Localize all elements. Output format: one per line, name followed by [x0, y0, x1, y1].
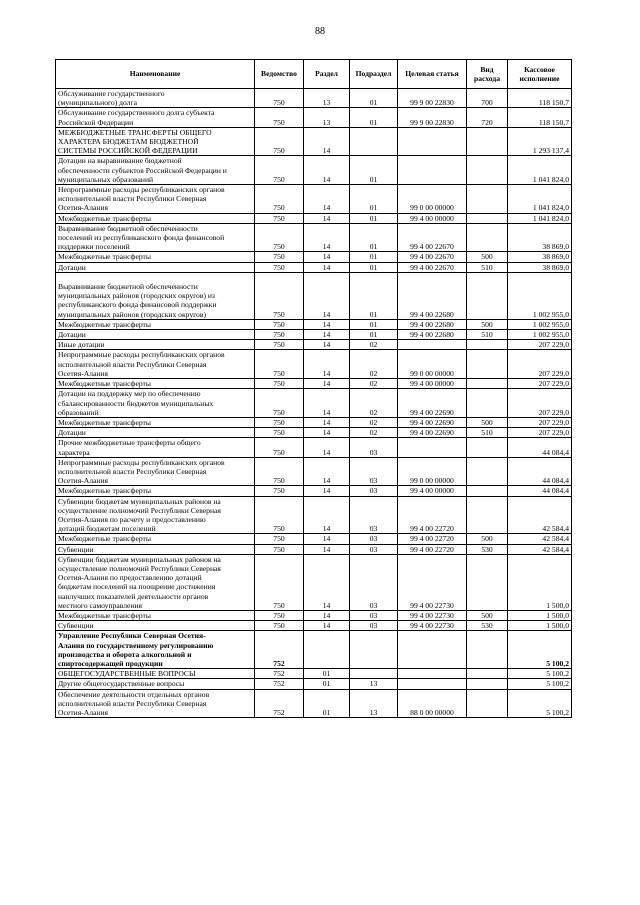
cell-kassa: 42 584,4: [508, 496, 572, 534]
cell-vid: [467, 213, 508, 223]
cell-target: [398, 669, 467, 679]
cell-target: [398, 631, 467, 669]
cell-name: ОБЩЕГОСУДАРСТВЕННЫЕ ВОПРОСЫ: [56, 669, 255, 679]
cell-target: [398, 679, 467, 689]
cell-kassa: 5 100,2: [508, 669, 572, 679]
table-row: [56, 127, 572, 156]
cell-kassa: 5 100,2: [508, 679, 572, 689]
cell-name: Субвенции: [56, 544, 255, 554]
cell-razdel: 14: [304, 457, 350, 486]
cell-target: 99 0 00 00000: [398, 457, 467, 486]
cell-target: [398, 340, 467, 350]
cell-target: 99 4 00 22730: [398, 621, 467, 631]
cell-vid: [467, 156, 508, 185]
cell-target: 99 4 00 00000: [398, 379, 467, 389]
cell-name: Обеспечение деятельности отдельных органов исполнительной власти Республики Северная Осетия-Алания: [56, 689, 255, 718]
cell-vid: 510: [467, 262, 508, 272]
cell-razdel: 14: [304, 486, 350, 496]
cell-name: Управление Республики Северная Осетия- Алания по государственному регулированию производства и оборота алкогольной и спиртосодержащей продукции: [56, 631, 255, 669]
cell-name: Непрограммные расходы республиканских органов исполнительной власти Республики Северная Осетия-Алания: [56, 185, 255, 214]
cell-podrazdel: 01: [350, 262, 398, 272]
cell-vid: [467, 554, 508, 610]
cell-ved: 750: [255, 486, 304, 496]
cell-razdel: 14: [304, 223, 350, 252]
cell-podrazdel: 02: [350, 428, 398, 438]
cell-ved: 750: [255, 330, 304, 340]
cell-ved: 750: [255, 610, 304, 620]
cell-vid: 510: [467, 330, 508, 340]
cell-ved: 750: [255, 379, 304, 389]
cell-ved: 750: [255, 262, 304, 272]
cell-vid: 500: [467, 610, 508, 620]
cell-vid: [467, 669, 508, 679]
cell-razdel: 14: [304, 496, 350, 534]
cell-razdel: 14: [304, 213, 350, 223]
cell-name: Дотации: [56, 262, 255, 272]
cell-kassa: 5 100,2: [508, 631, 572, 669]
header-ved: Ведомство: [255, 60, 304, 89]
cell-name: Межбюджетные трансферты: [56, 534, 255, 544]
cell-razdel: 13: [304, 89, 350, 108]
cell-name: Субвенции: [56, 621, 255, 631]
cell-target: 99 4 00 22680: [398, 272, 467, 319]
cell-ved: 750: [255, 389, 304, 418]
table-row: [56, 438, 572, 457]
cell-razdel: 14: [304, 156, 350, 185]
cell-kassa: 38 869,0: [508, 223, 572, 252]
cell-target: 99 4 00 22730: [398, 554, 467, 610]
cell-name: Обслуживание государственного (муниципального) долга: [56, 89, 255, 108]
cell-vid: [467, 631, 508, 669]
cell-ved: 750: [255, 417, 304, 427]
cell-razdel: 14: [304, 340, 350, 350]
cell-ved: 750: [255, 438, 304, 457]
cell-podrazdel: 01: [350, 252, 398, 262]
table-row: [56, 330, 572, 340]
cell-kassa: 207 229,0: [508, 417, 572, 427]
cell-name: Межбюджетные трансферты: [56, 213, 255, 223]
table-row: [56, 389, 572, 418]
table-row: [56, 223, 572, 252]
cell-target: 99 4 00 22680: [398, 319, 467, 329]
table-row: [56, 428, 572, 438]
table-header-row: [56, 60, 572, 89]
table-row: [56, 457, 572, 486]
cell-kassa: 207 229,0: [508, 340, 572, 350]
cell-podrazdel: 03: [350, 438, 398, 457]
cell-kassa: 1 500,0: [508, 554, 572, 610]
cell-kassa: 44 084,4: [508, 438, 572, 457]
cell-vid: 500: [467, 319, 508, 329]
cell-name: Иные дотации: [56, 340, 255, 350]
table-row: [56, 621, 572, 631]
cell-podrazdel: 01: [350, 185, 398, 214]
cell-ved: 750: [255, 496, 304, 534]
cell-name: Субвенции бюджетам муниципальных районов на осуществление полномочий Республики Северная Осетия-Алания по предоставлению дотаций бюджетам поселений на поощрение достижения наилучших показателей деятельности органов местного самоуправления: [56, 554, 255, 610]
cell-kassa: 1 002 955,0: [508, 330, 572, 340]
cell-name: Межбюджетные трансферты: [56, 486, 255, 496]
cell-target: 99 4 00 22670: [398, 223, 467, 252]
cell-podrazdel: 13: [350, 679, 398, 689]
cell-razdel: 14: [304, 262, 350, 272]
cell-ved: 750: [255, 108, 304, 127]
cell-vid: [467, 379, 508, 389]
table-row: [56, 319, 572, 329]
cell-podrazdel: 01: [350, 108, 398, 127]
table-row: [56, 340, 572, 350]
table-row: [56, 108, 572, 127]
cell-ved: 750: [255, 127, 304, 156]
cell-ved: 750: [255, 340, 304, 350]
cell-podrazdel: 02: [350, 350, 398, 379]
cell-podrazdel: 13: [350, 689, 398, 718]
cell-ved: 750: [255, 272, 304, 319]
table-row: [56, 544, 572, 554]
cell-vid: [467, 272, 508, 319]
cell-razdel: 14: [304, 428, 350, 438]
cell-vid: [467, 457, 508, 486]
cell-vid: [467, 185, 508, 214]
cell-target: [398, 127, 467, 156]
cell-podrazdel: 03: [350, 457, 398, 486]
cell-podrazdel: [350, 127, 398, 156]
cell-kassa: 207 229,0: [508, 428, 572, 438]
cell-name: Дотации на поддержку мер по обеспечению сбалансированности бюджетов муниципальных образований: [56, 389, 255, 418]
cell-name: Прочие межбюджетные трансферты общего характера: [56, 438, 255, 457]
cell-target: [398, 438, 467, 457]
cell-kassa: 44 084,4: [508, 486, 572, 496]
cell-kassa: 207 229,0: [508, 350, 572, 379]
budget-execution-table: [55, 59, 572, 718]
table-row: [56, 272, 572, 319]
cell-vid: [467, 496, 508, 534]
cell-podrazdel: 03: [350, 621, 398, 631]
cell-podrazdel: 01: [350, 272, 398, 319]
cell-razdel: 01: [304, 689, 350, 718]
header-vid: Вид расхода: [467, 60, 508, 89]
cell-kassa: 1 500,0: [508, 621, 572, 631]
cell-podrazdel: 03: [350, 496, 398, 534]
cell-target: 99 0 00 00000: [398, 185, 467, 214]
cell-razdel: 14: [304, 319, 350, 329]
cell-kassa: 38 869,0: [508, 262, 572, 272]
cell-name: Межбюджетные трансферты: [56, 379, 255, 389]
cell-vid: 530: [467, 621, 508, 631]
table-row: [56, 252, 572, 262]
table-row: [56, 185, 572, 214]
cell-ved: 750: [255, 319, 304, 329]
cell-vid: 720: [467, 108, 508, 127]
cell-ved: 750: [255, 185, 304, 214]
cell-name: Дотации: [56, 428, 255, 438]
cell-name: Выравнивание бюджетной обеспеченности поселений из республиканского фонда финансовой поддержки поселений: [56, 223, 255, 252]
cell-podrazdel: 01: [350, 330, 398, 340]
cell-podrazdel: 01: [350, 89, 398, 108]
cell-kassa: 42 584,4: [508, 534, 572, 544]
cell-target: 99 4 00 22670: [398, 252, 467, 262]
cell-podrazdel: 03: [350, 486, 398, 496]
cell-kassa: 1 041 824,0: [508, 213, 572, 223]
cell-vid: 700: [467, 89, 508, 108]
table-row: [56, 496, 572, 534]
cell-razdel: 14: [304, 272, 350, 319]
cell-target: 88 0 00 00000: [398, 689, 467, 718]
cell-ved: 750: [255, 252, 304, 262]
cell-podrazdel: 02: [350, 389, 398, 418]
cell-name: Другие общегосударственные вопросы: [56, 679, 255, 689]
table-row: [56, 486, 572, 496]
cell-razdel: 14: [304, 252, 350, 262]
cell-name: Выравнивание бюджетной обеспеченности муниципальных районов (городских округов) из республиканского фонда финансовой поддержки муниципальных районов (городских округов): [56, 272, 255, 319]
cell-ved: 750: [255, 554, 304, 610]
cell-name: Дотации: [56, 330, 255, 340]
cell-podrazdel: 01: [350, 223, 398, 252]
cell-vid: [467, 350, 508, 379]
cell-vid: [467, 438, 508, 457]
cell-podrazdel: 01: [350, 213, 398, 223]
cell-podrazdel: 03: [350, 534, 398, 544]
cell-target: [398, 156, 467, 185]
table-row: [56, 534, 572, 544]
cell-vid: [467, 223, 508, 252]
cell-vid: 510: [467, 428, 508, 438]
cell-ved: 750: [255, 457, 304, 486]
cell-podrazdel: 02: [350, 379, 398, 389]
cell-kassa: 207 229,0: [508, 379, 572, 389]
cell-target: 99 4 00 00000: [398, 213, 467, 223]
cell-kassa: 42 584,4: [508, 544, 572, 554]
cell-kassa: 44 084,4: [508, 457, 572, 486]
cell-vid: 530: [467, 544, 508, 554]
table-row: [56, 689, 572, 718]
cell-razdel: 14: [304, 544, 350, 554]
header-podrazdel: Подраздел: [350, 60, 398, 89]
cell-ved: 752: [255, 669, 304, 679]
table-row: [56, 262, 572, 272]
cell-vid: [467, 486, 508, 496]
cell-name: МЕЖБЮДЖЕТНЫЕ ТРАНСФЕРТЫ ОБЩЕГО ХАРАКТЕРА БЮДЖЕТАМ БЮДЖЕТНОЙ СИСТЕМЫ РОССИЙСКОЙ ФЕДЕРАЦИИ: [56, 127, 255, 156]
cell-podrazdel: 01: [350, 319, 398, 329]
cell-target: 99 4 00 22680: [398, 330, 467, 340]
cell-ved: 750: [255, 544, 304, 554]
cell-vid: [467, 127, 508, 156]
cell-ved: 750: [255, 156, 304, 185]
table-row: [56, 554, 572, 610]
cell-kassa: 1 500,0: [508, 610, 572, 620]
cell-target: 99 4 00 00000: [398, 486, 467, 496]
cell-target: 99 4 00 22690: [398, 389, 467, 418]
cell-razdel: 01: [304, 679, 350, 689]
cell-razdel: 01: [304, 669, 350, 679]
table-row: [56, 631, 572, 669]
cell-vid: 500: [467, 252, 508, 262]
cell-kassa: 1 002 955,0: [508, 272, 572, 319]
table-row: [56, 379, 572, 389]
cell-name: Непрограммные расходы республиканских органов исполнительной власти Республики Северная Осетия-Алания: [56, 457, 255, 486]
table-row: [56, 156, 572, 185]
cell-ved: 750: [255, 350, 304, 379]
cell-name: Межбюджетные трансферты: [56, 417, 255, 427]
cell-razdel: 14: [304, 534, 350, 544]
cell-razdel: 14: [304, 610, 350, 620]
cell-ved: 752: [255, 631, 304, 669]
cell-kassa: 1 002 955,0: [508, 319, 572, 329]
cell-kassa: 5 100,2: [508, 689, 572, 718]
cell-kassa: 38 869,0: [508, 252, 572, 262]
table-row: [56, 610, 572, 620]
cell-kassa: 1 041 824,0: [508, 185, 572, 214]
cell-ved: 750: [255, 621, 304, 631]
cell-kassa: 1 041 824,0: [508, 156, 572, 185]
cell-name: Межбюджетные трансферты: [56, 610, 255, 620]
cell-podrazdel: 02: [350, 417, 398, 427]
table-row: [56, 350, 572, 379]
cell-ved: 750: [255, 223, 304, 252]
cell-ved: 750: [255, 428, 304, 438]
page-number: 88: [315, 26, 325, 37]
cell-vid: [467, 679, 508, 689]
cell-podrazdel: 03: [350, 554, 398, 610]
cell-ved: 752: [255, 689, 304, 718]
cell-podrazdel: 03: [350, 610, 398, 620]
cell-target: 99 4 00 22720: [398, 544, 467, 554]
cell-name: Обслуживание государственного долга субъекта Российской Федерации: [56, 108, 255, 127]
cell-name: Дотации на выравнивание бюджетной обеспеченности субъектов Российской Федерации и муниципальных образований: [56, 156, 255, 185]
cell-kassa: 1 293 137,4: [508, 127, 572, 156]
cell-ved: 750: [255, 534, 304, 544]
cell-target: 99 4 00 22690: [398, 417, 467, 427]
cell-vid: [467, 689, 508, 718]
cell-razdel: 14: [304, 379, 350, 389]
cell-target: 99 4 00 22670: [398, 262, 467, 272]
cell-razdel: 14: [304, 330, 350, 340]
cell-razdel: 14: [304, 417, 350, 427]
cell-kassa: 118 150,7: [508, 108, 572, 127]
cell-razdel: 14: [304, 127, 350, 156]
cell-target: 99 0 00 00000: [398, 350, 467, 379]
cell-podrazdel: 02: [350, 340, 398, 350]
cell-name: Межбюджетные трансферты: [56, 252, 255, 262]
table-row: [56, 679, 572, 689]
cell-podrazdel: [350, 631, 398, 669]
cell-razdel: 14: [304, 554, 350, 610]
cell-ved: 750: [255, 89, 304, 108]
cell-razdel: 14: [304, 389, 350, 418]
cell-vid: [467, 389, 508, 418]
cell-target: 99 4 00 22690: [398, 428, 467, 438]
cell-kassa: 118 150,7: [508, 89, 572, 108]
cell-kassa: 207 229,0: [508, 389, 572, 418]
cell-name: Межбюджетные трансферты: [56, 319, 255, 329]
cell-vid: 500: [467, 534, 508, 544]
cell-target: 99 4 00 22720: [398, 496, 467, 534]
cell-podrazdel: 03: [350, 544, 398, 554]
cell-target: 99 9 00 22830: [398, 89, 467, 108]
header-target: Целевая статья: [398, 60, 467, 89]
table-row: [56, 89, 572, 108]
cell-name: Непрограммные расходы республиканских органов исполнительной власти Республики Северная Осетия-Алания: [56, 350, 255, 379]
cell-podrazdel: [350, 669, 398, 679]
header-kassa: Кассовое исполнение: [508, 60, 572, 89]
cell-razdel: 14: [304, 185, 350, 214]
table-row: [56, 417, 572, 427]
cell-ved: 752: [255, 679, 304, 689]
cell-ved: 750: [255, 213, 304, 223]
cell-razdel: 14: [304, 621, 350, 631]
cell-target: 99 9 00 22830: [398, 108, 467, 127]
table-row: [56, 213, 572, 223]
header-razdel: Раздел: [304, 60, 350, 89]
cell-razdel: [304, 631, 350, 669]
cell-razdel: 14: [304, 438, 350, 457]
cell-razdel: 14: [304, 350, 350, 379]
cell-target: 99 4 00 22730: [398, 610, 467, 620]
cell-razdel: 13: [304, 108, 350, 127]
cell-vid: 500: [467, 417, 508, 427]
header-name: Наименование: [56, 60, 255, 89]
cell-name: Субвенции бюджетам муниципальных районов на осуществление полномочий Республики Северная Осетия-Алания по расчету и предоставлению дотаций бюджетам поселений: [56, 496, 255, 534]
cell-target: 99 4 00 22720: [398, 534, 467, 544]
cell-podrazdel: 01: [350, 156, 398, 185]
table-row: [56, 669, 572, 679]
cell-vid: [467, 340, 508, 350]
